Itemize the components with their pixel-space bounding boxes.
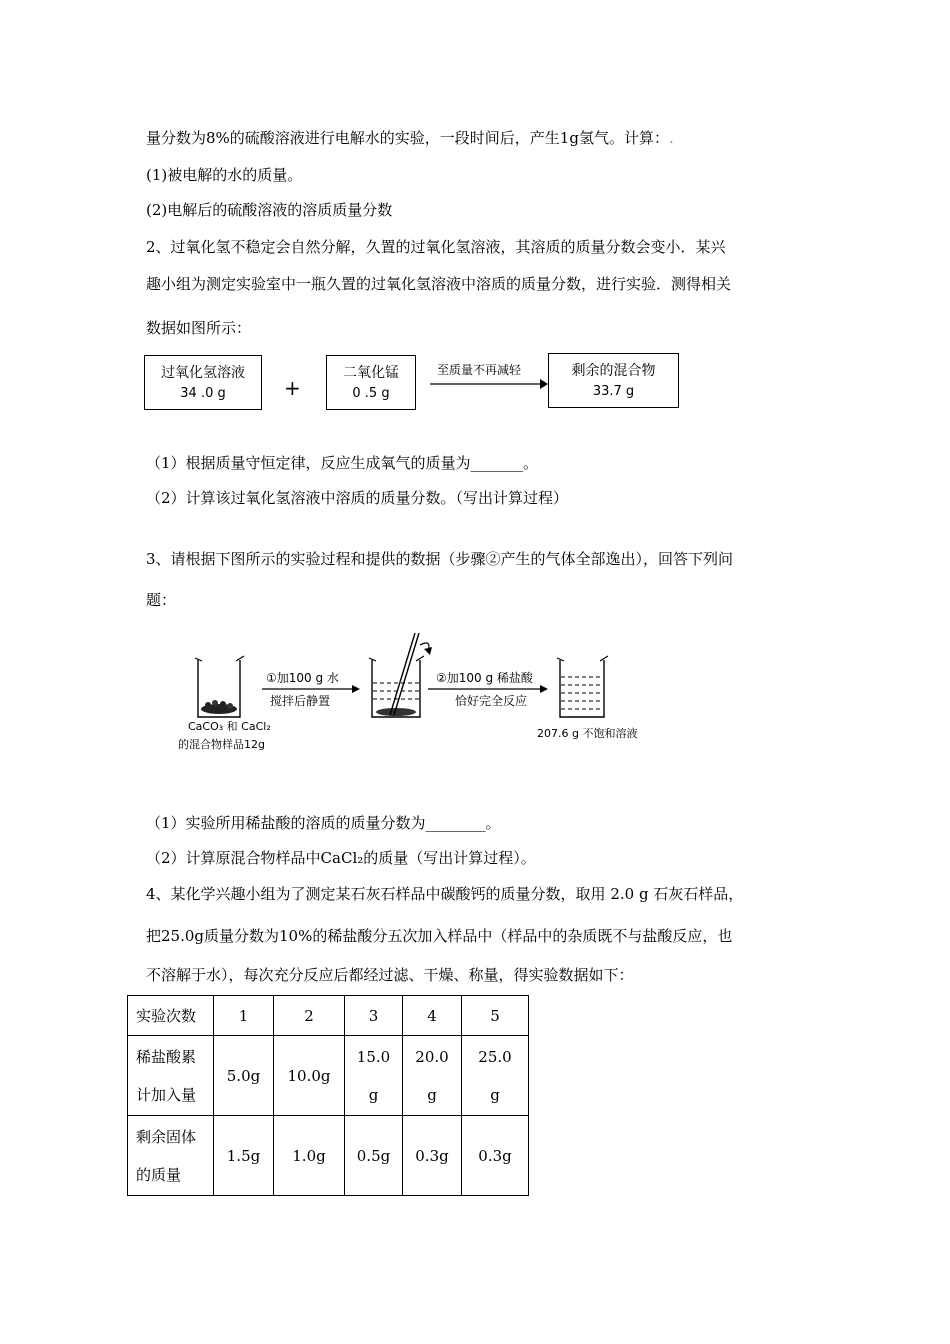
q3-step2-bottom: 恰好完全反应 bbox=[455, 694, 528, 708]
table-cell: 10.0g bbox=[274, 1036, 345, 1116]
table-cell: 0.3g bbox=[462, 1116, 529, 1196]
q2-arrow-label: 至质量不再减轻 bbox=[437, 363, 522, 377]
table-cell: 1.5g bbox=[214, 1116, 274, 1196]
q3-sample-label-2: 的混合物样品12g bbox=[178, 738, 265, 751]
table-cell: 25.0 g bbox=[462, 1036, 529, 1116]
q2-arrow bbox=[428, 378, 550, 390]
table-header-cell: 3 bbox=[345, 996, 403, 1036]
q4-line-2: 把25.0g质量分数为10%的稀盐酸分五次加入样品中（样品中的杂质既不与盐酸反应，也 bbox=[146, 927, 733, 945]
beaker-3 bbox=[557, 656, 608, 717]
q2-box3-label: 剩余的混合物 bbox=[571, 363, 656, 379]
table-header-cell: 2 bbox=[274, 996, 345, 1036]
q4-line-1: 4、某化学兴趣小组为了测定某石灰石样品中碳酸钙的质量分数，取用 2.0 g 石灰石样品， bbox=[146, 885, 744, 903]
q3-experiment-diagram bbox=[180, 625, 660, 725]
q2-line-1: 2、过氧化氢不稳定会自然分解，久置的过氧化氢溶液，其溶质的质量分数会变小．某兴 bbox=[146, 238, 726, 256]
table-header-cell: 1 bbox=[214, 996, 274, 1036]
beaker-1 bbox=[195, 656, 244, 717]
table-cell: 1.0g bbox=[274, 1116, 345, 1196]
q3-sub-1: （1）实验所用稀盐酸的溶质的质量分数为________。 bbox=[146, 814, 501, 832]
intro-line-2: (1)被电解的水的质量。 bbox=[146, 166, 303, 184]
table-cell: 5.0g bbox=[214, 1036, 274, 1116]
q2-plus-sign: + bbox=[284, 376, 301, 400]
table-header-cell: 实验次数 bbox=[128, 996, 214, 1036]
q3-sample-label-1: CaCO₃ 和 CaCl₂ bbox=[188, 720, 271, 733]
q4-data-table bbox=[127, 995, 529, 1196]
q2-sub-1: （1）根据质量守恒定律，反应生成氧气的质量为_______。 bbox=[146, 454, 539, 472]
table-header-cell: 4 bbox=[403, 996, 462, 1036]
q2-box2-label: 二氧化锰 bbox=[343, 365, 399, 381]
table-cell: 0.3g bbox=[403, 1116, 462, 1196]
table-row-label: 稀盐酸累 计加入量 bbox=[128, 1036, 214, 1116]
intro-line-1: 量分数为8%的硫酸溶液进行电解水的实验，一段时间后，产生1g氢气。计算：. bbox=[146, 129, 674, 147]
table-header-cell: 5 bbox=[462, 996, 529, 1036]
table-cell: 15.0 g bbox=[345, 1036, 403, 1116]
table-cell: 20.0 g bbox=[403, 1036, 462, 1116]
q3-result-label: 207.6 g 不饱和溶液 bbox=[537, 727, 638, 740]
q2-box-hydrogen-peroxide bbox=[144, 355, 262, 410]
q2-box1-label: 过氧化氢溶液 bbox=[161, 365, 245, 381]
q2-line-3: 数据如图所示： bbox=[146, 319, 252, 337]
q2-box1-value: 34 .0 g bbox=[180, 386, 226, 401]
q3-sub-2: （2）计算原混合物样品中CaCl₂的质量（写出计算过程）。 bbox=[146, 849, 536, 867]
q2-line-2: 趣小组为测定实验室中一瓶久置的过氧化氢溶液中溶质的质量分数，进行实验．测得相关 bbox=[146, 275, 732, 293]
table-row bbox=[128, 1036, 529, 1116]
q2-box2-value: 0 .5 g bbox=[352, 386, 390, 401]
intro-line-3: (2)电解后的硫酸溶液的溶质质量分数 bbox=[146, 201, 393, 219]
q3-step1-top: ①加100 g 水 bbox=[266, 671, 339, 685]
q2-box-manganese-dioxide bbox=[326, 355, 416, 410]
table-row bbox=[128, 1116, 529, 1196]
beaker-2 bbox=[369, 633, 432, 717]
q2-box3-value: 33.7 g bbox=[592, 384, 635, 399]
q3-line-2: 题： bbox=[146, 591, 177, 609]
table-row bbox=[128, 996, 529, 1036]
q4-line-3: 不溶解于水），每次充分反应后都经过滤、干燥、称量，得实验数据如下： bbox=[146, 966, 634, 984]
q3-step2-top: ②加100 g 稀盐酸 bbox=[436, 671, 533, 685]
q3-line-1: 3、请根据下图所示的实验过程和提供的数据（步骤②产生的气体全部逸出），回答下列问 bbox=[146, 550, 734, 568]
q2-box-remaining-mixture bbox=[548, 353, 679, 408]
q2-sub-2: （2）计算该过氧化氢溶液中溶质的质量分数。（写出计算过程） bbox=[146, 489, 569, 507]
table-cell: 0.5g bbox=[345, 1116, 403, 1196]
table-row-label: 剩余固体 的质量 bbox=[128, 1116, 214, 1196]
q3-step1-bottom: 搅拌后静置 bbox=[270, 694, 331, 708]
